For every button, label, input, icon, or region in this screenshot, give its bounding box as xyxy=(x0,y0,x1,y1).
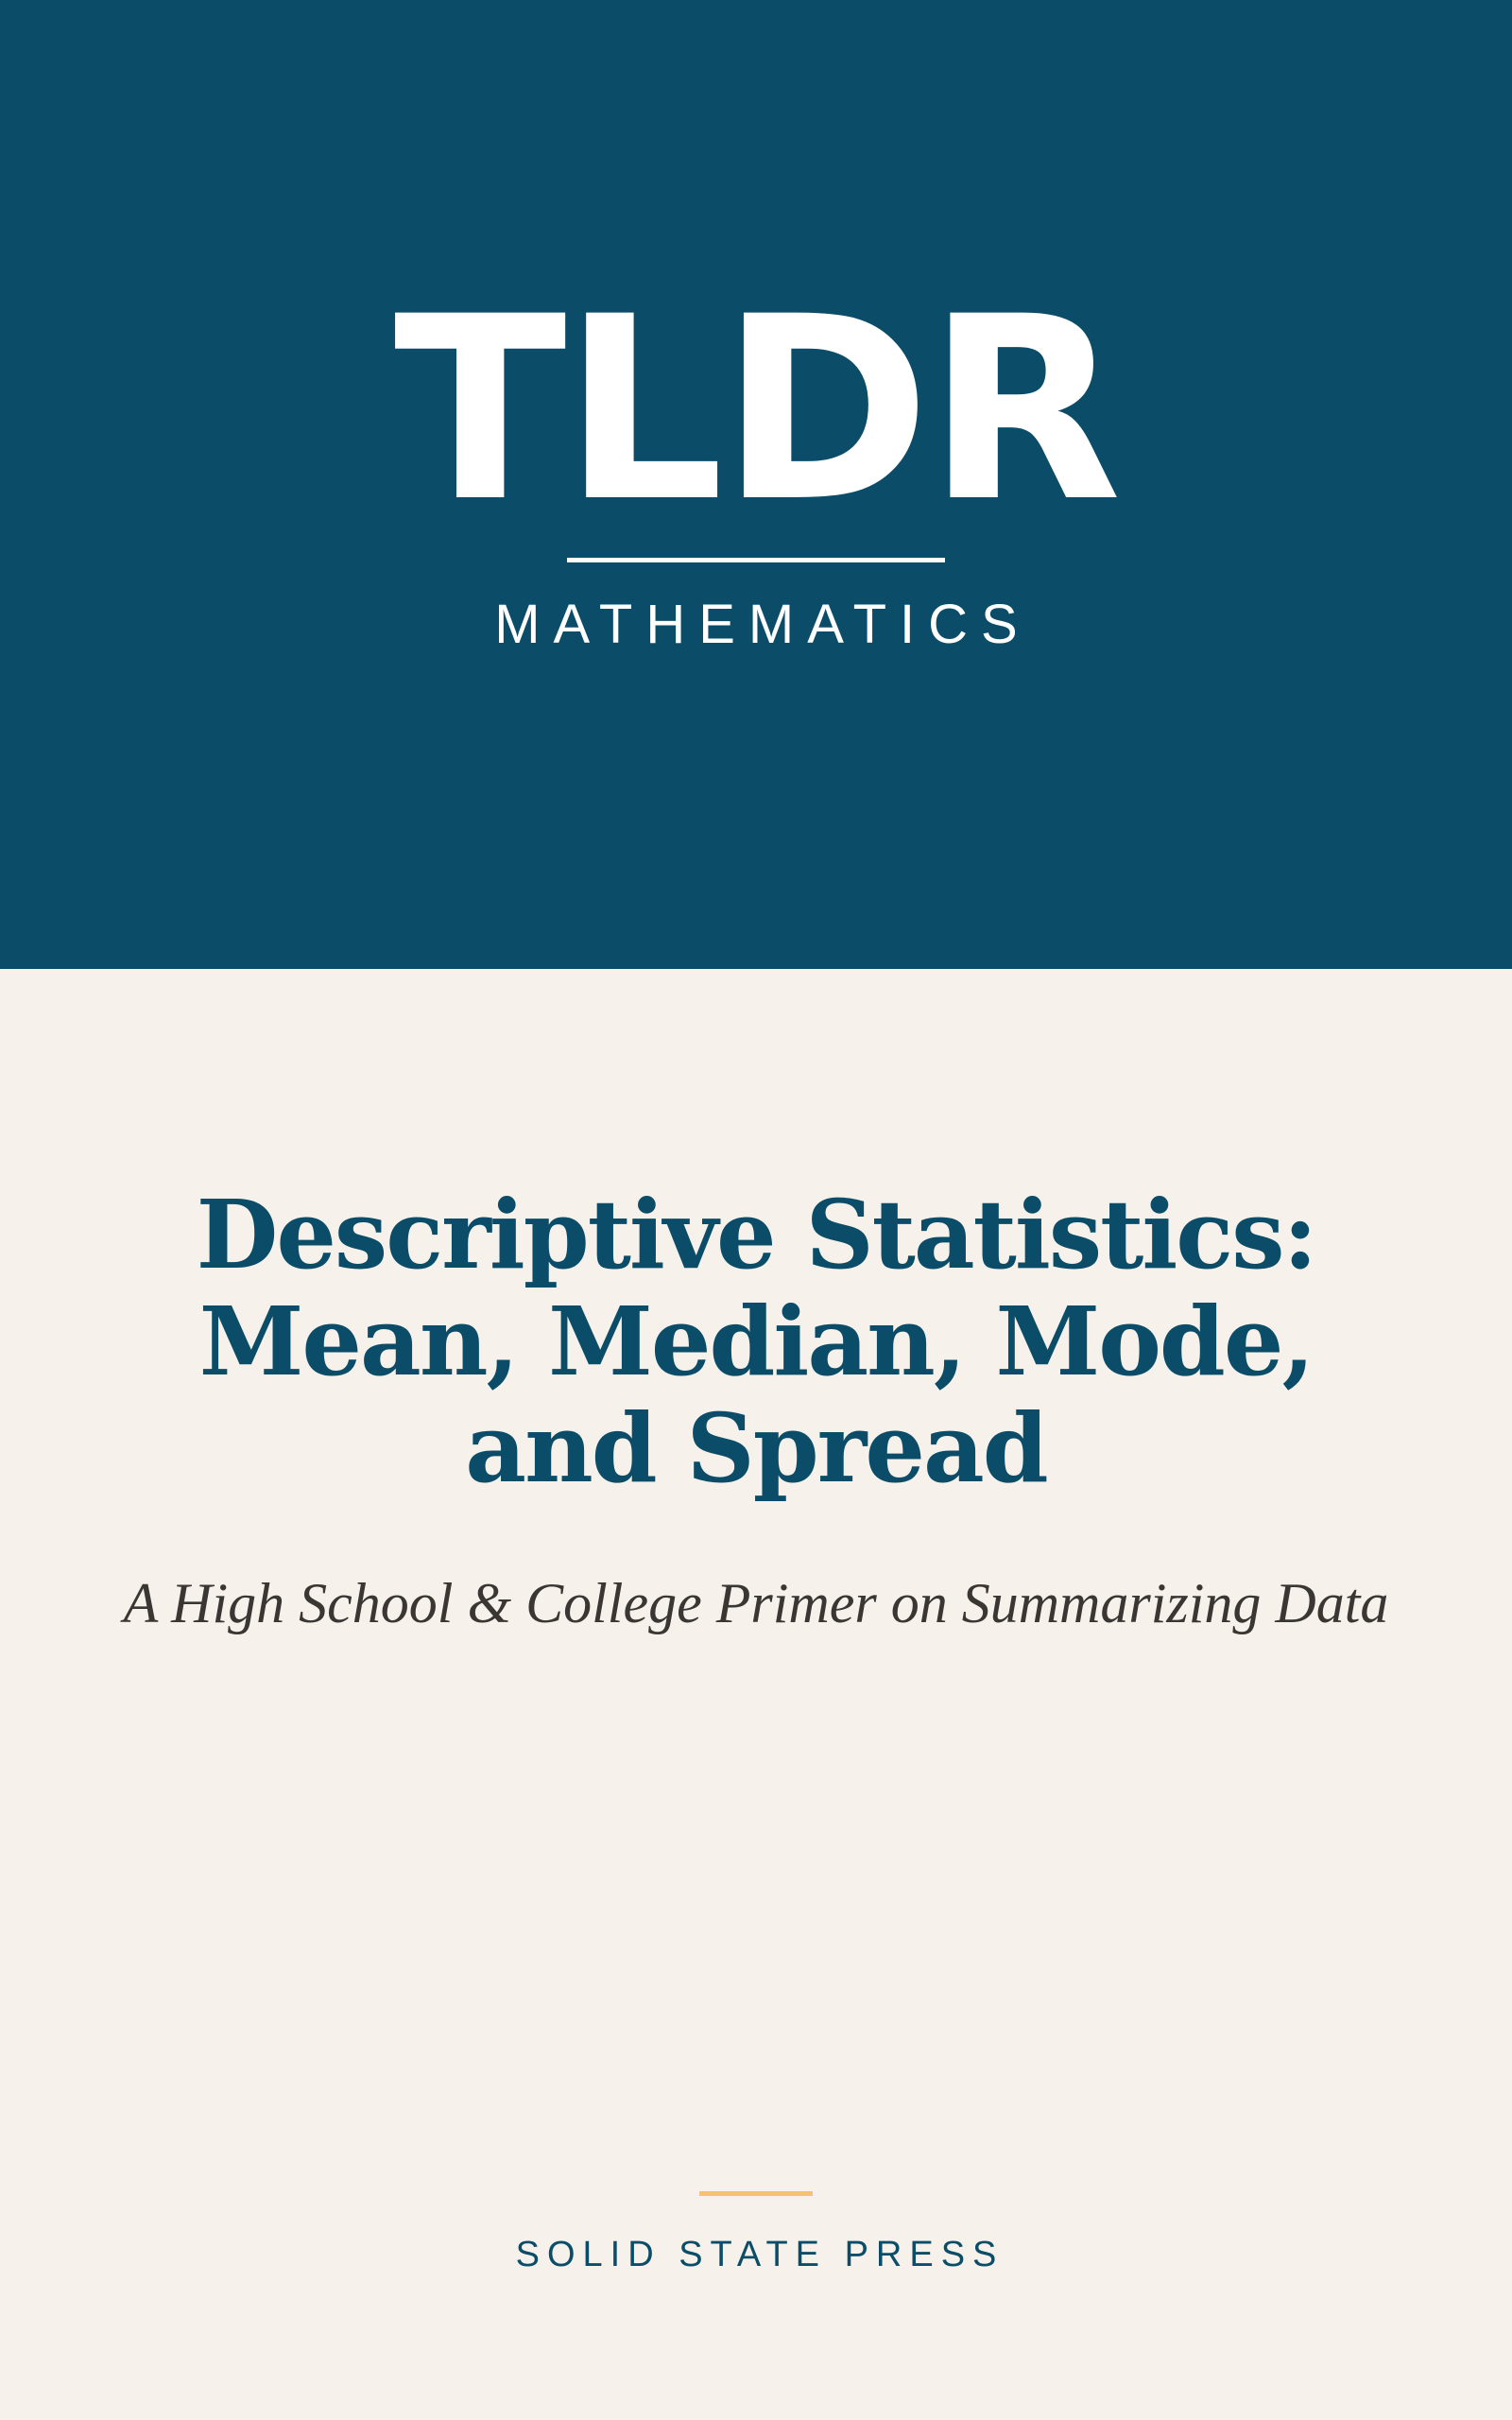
brand-logo: TLDR xyxy=(393,263,1119,558)
series-label: MATHEMATICS xyxy=(494,594,1031,655)
publisher-accent-line xyxy=(699,2191,813,2196)
cover-top-band xyxy=(0,0,1512,969)
brand-divider xyxy=(567,558,945,562)
publisher-name: SOLID STATE PRESS xyxy=(515,2235,1005,2274)
book-title: Descriptive Statistics: Mean, Median, Mode, and Spread xyxy=(196,1179,1316,1504)
book-subtitle: A High School & College Primer on Summarizing Data xyxy=(123,1572,1389,1634)
